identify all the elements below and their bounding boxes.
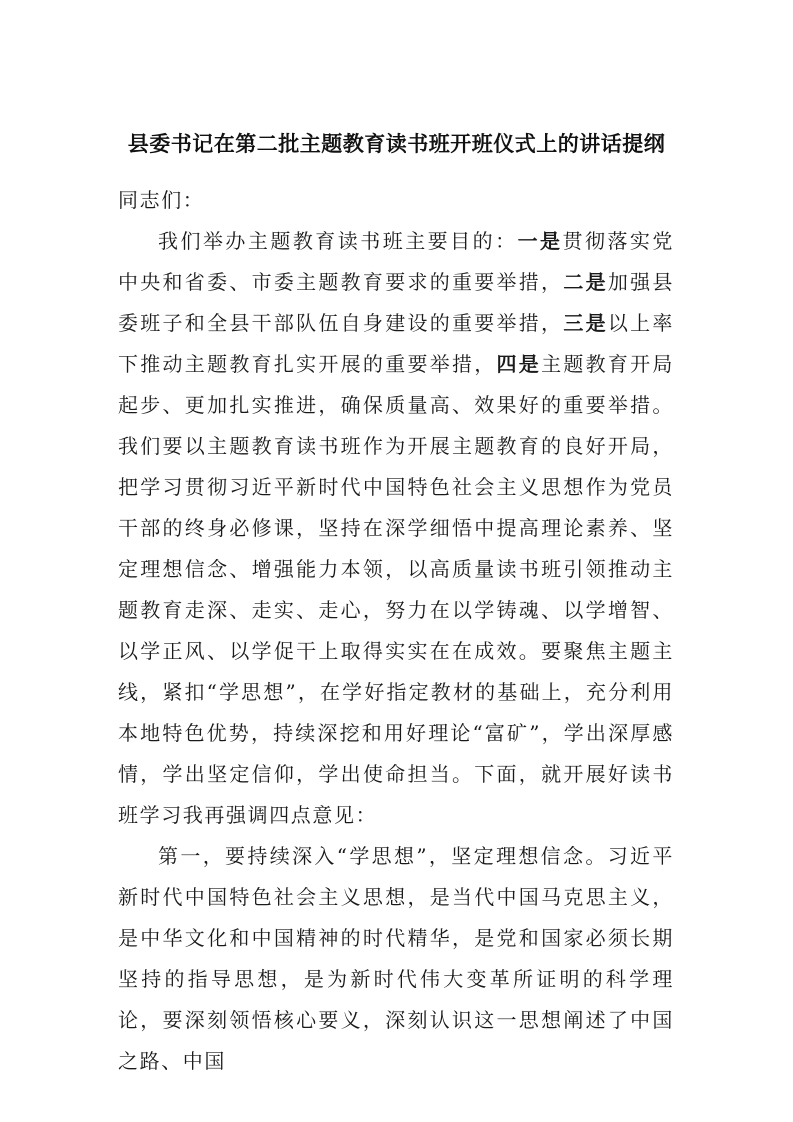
document-title: 县委书记在第二批主题教育读书班开班仪式上的讲话提纲 bbox=[127, 132, 666, 156]
point-text-1: 贯彻落实党中央和省委、市委主题教育要求的重要举措， bbox=[118, 229, 675, 294]
paragraph-purposes bbox=[118, 221, 674, 836]
point-label-4: 四是 bbox=[496, 352, 542, 376]
point-label-2: 二是 bbox=[563, 270, 608, 294]
point-text-4: 主题教育开局起步、更加扎实推进，确保质量高、效果好的重要举措。 bbox=[118, 352, 675, 417]
paragraph-lead: 我们举办主题教育读书班主要目的： bbox=[158, 229, 518, 253]
point-label-1: 一是 bbox=[517, 229, 563, 253]
salutation: 同志们： bbox=[118, 188, 205, 212]
point-text-3: 以上率下推动主题教育扎实开展的重要举措， bbox=[118, 311, 675, 376]
paragraph-first-point: 第一，要持续深入“学思想”，坚定理想信念。习近平新时代中国特色社会主义思想，是当代中国马克思主义，是中华文化和中国精神的时代精华，是党和国家必须长期坚持的指导思想，是为新时代伟大变革所证明的科学理论，要深刻领悟核心要义，深刻认识这一思想阐述了中国之路、中国 bbox=[118, 844, 674, 1073]
document-body bbox=[118, 180, 674, 1082]
point-label-3: 三是 bbox=[563, 311, 608, 335]
point-text-2: 加强县委班子和全县干部队伍自身建设的重要举措， bbox=[118, 270, 675, 335]
paragraph-rest: 我们要以主题教育读书班作为开展主题教育的良好开局，把学习贯彻习近平新时代中国特色社会主义思想作为党员干部的终身必修课，坚持在深学细悟中提高理论素养、坚定理想信念、增强能力本领，以高质量读书班引领推动主题教育走深、走实、走心，努力在以学铸魂、以学增智、以学正风、以学促干上取得实实在在成效。要聚焦主题主线，紧扣“学思想”，在学好指定教材的基础上，充分利用本地特色优势，持续深挖和用好理论“富矿”，学出深厚感情，学出坚定信仰，学出使命担当。下面，就开展好读书班学习我再强调四点意见： bbox=[118, 434, 674, 827]
